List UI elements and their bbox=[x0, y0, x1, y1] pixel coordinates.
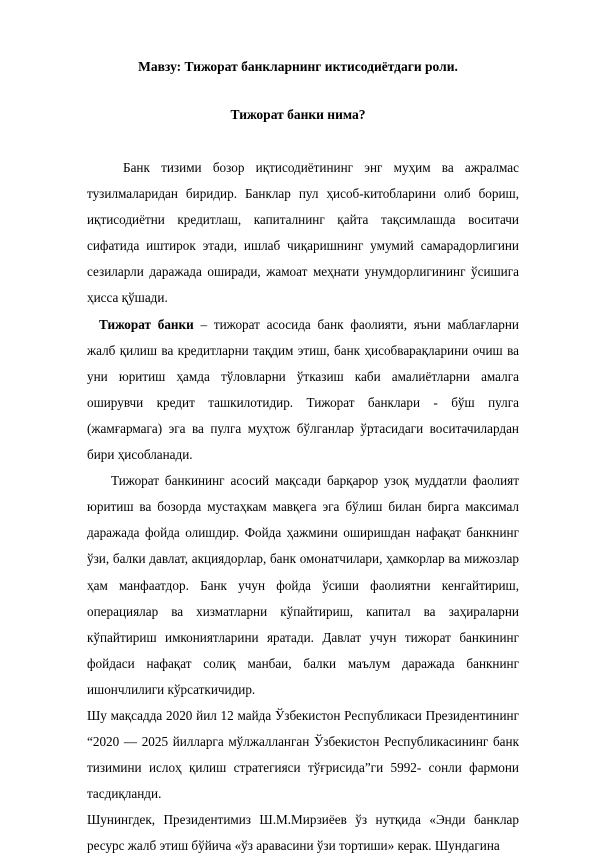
paragraph-banking-system bbox=[87, 155, 519, 312]
document-body bbox=[87, 155, 519, 860]
paragraph-text: Шунингдек, Президентимиз Ш.М.Мирзиёев ўз нутқида «Энди банклар ресурс жалб этиш бўйича «ўз аравасини ўзи тортиши» керак. Шундагина bbox=[87, 812, 519, 854]
paragraph-commercial-bank-definition bbox=[87, 312, 519, 469]
paragraph-president-speech bbox=[87, 807, 519, 859]
paragraph-text: – тижорат асосида банк фаолияти, яъни маблағларни жалб қилиш ва кредитларни тақдим этиш, банк ҳисобварақларини очиш ва уни юритиш ҳамда тўловларни ўтказиш каби амалиётларни амалга оширувчи кредит ташкилотидир. Тижорат банклари - бўш пулга (жамғармага) эга ва пулга муҳтож бўлганлар ўртасидаги воситачилардан бири ҳисобланади. bbox=[87, 316, 519, 463]
paragraph-bank-goal bbox=[87, 468, 519, 703]
section-heading: Тижорат банки нима? bbox=[230, 107, 366, 122]
paragraph-text: Тижорат банкининг асосий мақсади барқарор узоқ муддатли фаолият юритиш ва бозорда мустаҳкам мавқега эга бўлиш билан бирга максимал даражада фойда олишдир. Фойда ҳажмини оширишдан нафақат банкнинг ўзи, балки давлат, акциядорлар, банк омонатчилари, ҳамкорлар ва мижозлар ҳам манфаатдор. Банк учун фойда ўсиши фаолиятни кенгайтириш, операциялар ва хизматларни кўпайтириш, капитал ва заҳираларни кўпайтириш имкониятларини яратади. Давлат учун тижорат банкининг фойдаси нафақат солиқ манбаи, балки маълум даражада банкнинг ишончлилиги кўрсаткичидир. bbox=[87, 473, 519, 697]
paragraph-text: Шу мақсадда 2020 йил 12 майда Ўзбекистон Республикаси Президентининг “2020 — 2025 йилларга мўлжалланган Ўзбекистон Республикасининг банк тизимини ислоҳ қилиш стратегияси тўғрисида”ги 5992- сонли фармони тасдиқланди. bbox=[87, 707, 519, 802]
paragraph-text: Банк тизими бозор иқтисодиётининг энг муҳим ва ажралмас тузилмаларидан биридир. Банклар пул ҳисоб-китобларини олиб бориш, иқтисодиётни кредитлаш, капиталнинг қайта тақсимлашда воситачи сифатида иштирок этади, ишлаб чиқаришнинг умумий самарадорлигини сезиларли даражада оширади, жамоат меҳнати унумдорлигининг ўсишига ҳисса қўшади. bbox=[87, 160, 519, 306]
bold-term: Тижорат банки bbox=[99, 316, 194, 332]
paragraph-decree bbox=[87, 703, 519, 807]
document-title: Мавзу: Тижорат банкларнинг иктисодиётдаги роли. bbox=[138, 59, 458, 74]
